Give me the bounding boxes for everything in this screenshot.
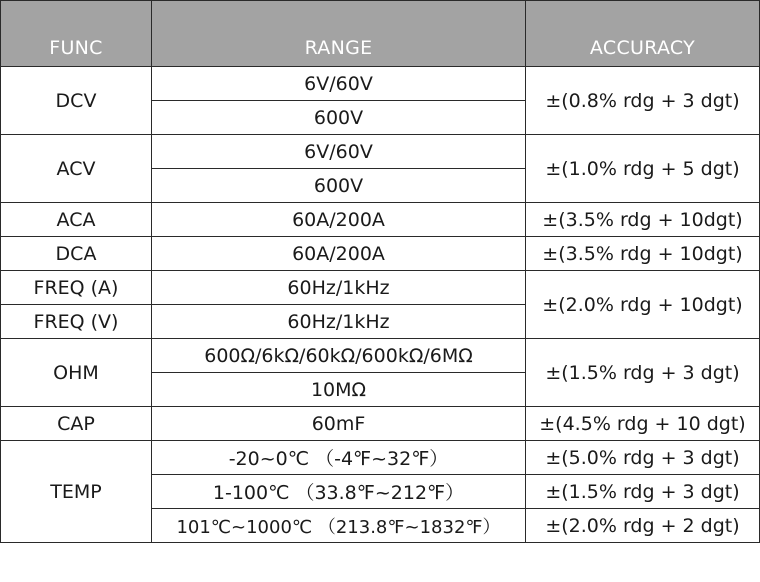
range-cell-dcv-1: 6V/60V [152, 67, 526, 101]
table-row-dcv [1, 67, 760, 101]
accuracy-cell-cap: ±(4.5% rdg + 10 dgt) [526, 407, 760, 441]
func-cell-temp: TEMP [1, 441, 152, 543]
header-range: RANGE [152, 1, 526, 67]
table-row-ohm [1, 339, 760, 373]
func-cell-aca: ACA [1, 203, 152, 237]
range-cell-aca: 60A/200A [152, 203, 526, 237]
range-cell-temp-1: -20~0℃ （-4℉~32℉） [152, 441, 526, 475]
accuracy-cell-temp-2: ±(1.5% rdg + 3 dgt) [526, 475, 760, 509]
func-cell-freq-v: FREQ (V) [1, 305, 152, 339]
accuracy-cell-dcv: ±(0.8% rdg + 3 dgt) [526, 67, 760, 135]
header-func: FUNC [1, 1, 152, 67]
accuracy-cell-dca: ±(3.5% rdg + 10dgt) [526, 237, 760, 271]
range-cell-temp-3: 101℃~1000℃ （213.8℉~1832℉） [152, 509, 526, 543]
func-cell-acv: ACV [1, 135, 152, 203]
header-accuracy: ACCURACY [526, 1, 760, 67]
range-cell-ohm-1: 600Ω/6kΩ/60kΩ/600kΩ/6MΩ [152, 339, 526, 373]
accuracy-cell-temp-3: ±(2.0% rdg + 2 dgt) [526, 509, 760, 543]
header-row [1, 1, 760, 67]
func-cell-freq-a: FREQ (A) [1, 271, 152, 305]
accuracy-cell-temp-1: ±(5.0% rdg + 3 dgt) [526, 441, 760, 475]
range-cell-freq-a: 60Hz/1kHz [152, 271, 526, 305]
accuracy-cell-acv: ±(1.0% rdg + 5 dgt) [526, 135, 760, 203]
range-cell-temp-2: 1-100℃ （33.8℉~212℉） [152, 475, 526, 509]
table-row-temp-1 [1, 441, 760, 475]
table-row-acv [1, 135, 760, 169]
range-cell-ohm-2: 10MΩ [152, 373, 526, 407]
table-row-cap [1, 407, 760, 441]
range-cell-cap: 60mF [152, 407, 526, 441]
range-cell-acv-1: 6V/60V [152, 135, 526, 169]
accuracy-cell-aca: ±(3.5% rdg + 10dgt) [526, 203, 760, 237]
accuracy-cell-ohm: ±(1.5% rdg + 3 dgt) [526, 339, 760, 407]
func-cell-cap: CAP [1, 407, 152, 441]
func-cell-dca: DCA [1, 237, 152, 271]
accuracy-cell-freq: ±(2.0% rdg + 10dgt) [526, 271, 760, 339]
func-cell-dcv: DCV [1, 67, 152, 135]
table-row-dca [1, 237, 760, 271]
func-cell-ohm: OHM [1, 339, 152, 407]
range-cell-dca: 60A/200A [152, 237, 526, 271]
range-cell-freq-v: 60Hz/1kHz [152, 305, 526, 339]
table-row-aca [1, 203, 760, 237]
range-cell-dcv-2: 600V [152, 101, 526, 135]
table-row-freq-a [1, 271, 760, 305]
range-cell-acv-2: 600V [152, 169, 526, 203]
